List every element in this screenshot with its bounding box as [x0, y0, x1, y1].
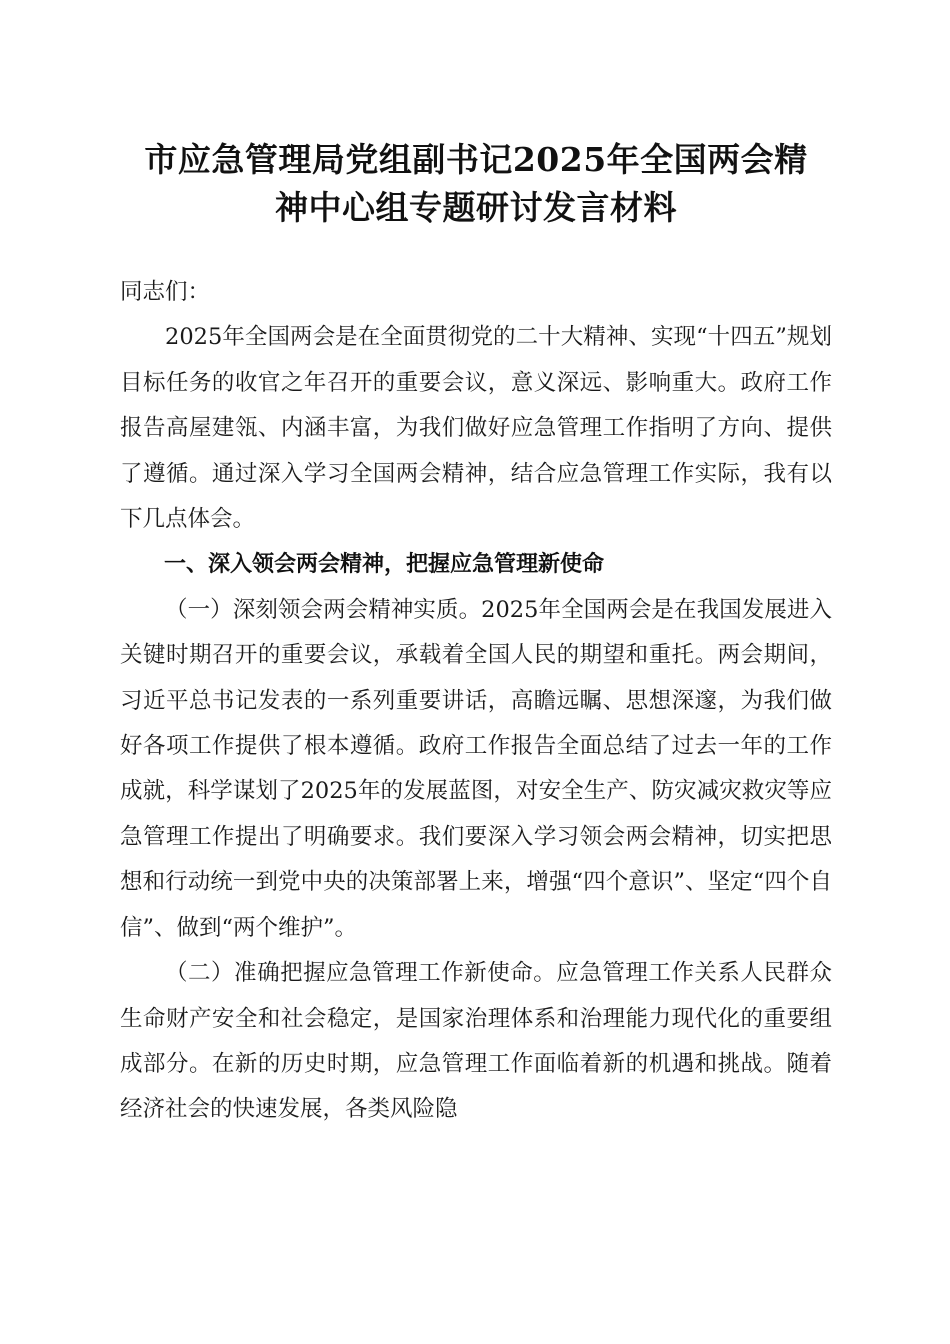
document-body	[120, 270, 832, 1133]
subsection-2-heading: （二）准确把握应急管理工作新使命。	[165, 960, 557, 987]
title-line-1: 市应急管理局党组副书记2025年全国两会精	[144, 140, 808, 179]
subsection-1-paragraph	[120, 588, 832, 951]
subsection-1-body: 2025年全国两会是在我国发展进入关键时期召开的重要会议，承载着全国人民的期望和重托。两会期间，习近平总书记发表的一系列重要讲话，高瞻远瞩、思想深邃，为我们做好各项工作提供了根本遵循。政府工作报告全面总结了过去一年的工作成就，科学谋划了2025年的发展蓝图，对安全生产、防灾减灾救灾等应急管理工作提出了明确要求。我们要深入学习领会两会精神，切实把思想和行动统一到党中央的决策部署上来，增强“四个意识”、坚定“四个自信”、做到“两个维护”。	[120, 596, 832, 941]
title-line-2: 神中心组专题研讨发言材料	[275, 188, 677, 227]
document-title	[120, 136, 832, 232]
salutation: 同志们：	[120, 279, 211, 305]
intro-paragraph: 2025年全国两会是在全面贯彻党的二十大精神、实现“十四五”规划目标任务的收官之年召开的重要会议，意义深远、影响重大。政府工作报告高屋建瓴、内涵丰富，为我们做好应急管理工作指明了方向、提供了遵循。通过深入学习全国两会精神，结合应急管理工作实际，我有以下几点体会。	[120, 324, 832, 533]
subsection-1-heading: （一）深刻领会两会精神实质。	[165, 596, 482, 623]
subsection-2-paragraph	[120, 951, 832, 1133]
subsection-2-body: 应急管理工作关系人民群众生命财产安全和社会稳定，是国家治理体系和治理能力现代化的重要组成部分。在新的历史时期，应急管理工作面临着新的机遇和挑战。随着经济社会的快速发展，各类风险隐	[120, 960, 832, 1123]
section-1-heading: 一、深入领会两会精神，把握应急管理新使命	[164, 552, 605, 578]
